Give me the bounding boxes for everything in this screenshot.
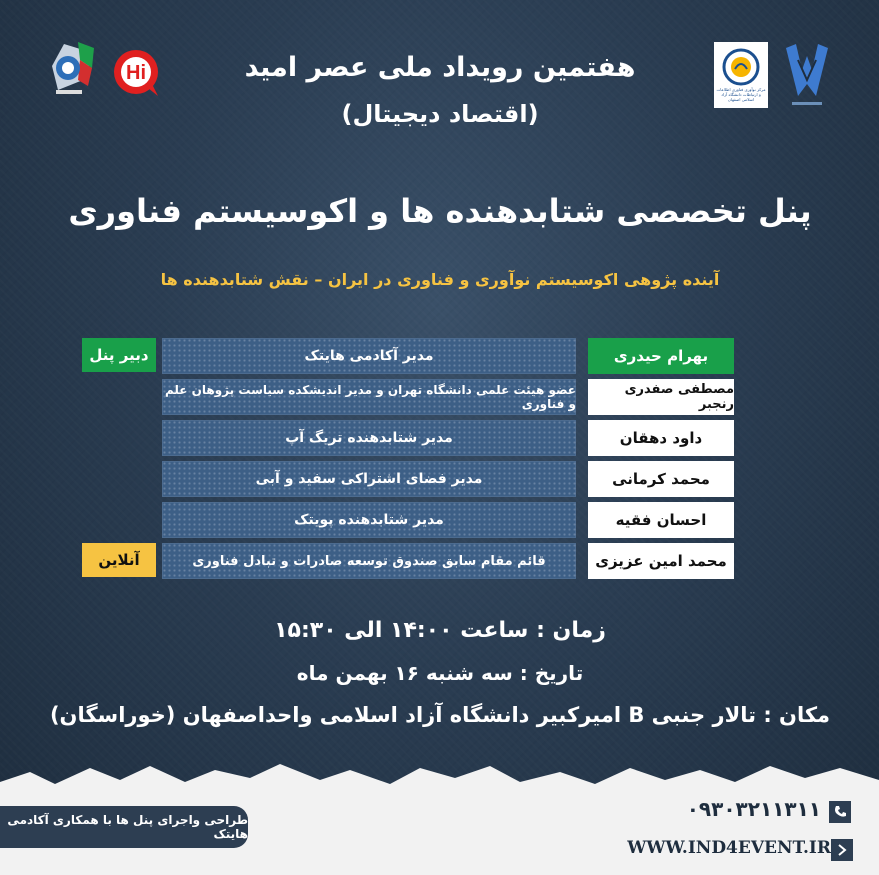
azad-university-logo (782, 40, 832, 110)
panel-title: پنل تخصصی شتابدهنده ها و اکوسیستم فناوری (68, 192, 812, 230)
event-subtitle: (اقتصاد دیجیتال) (341, 100, 539, 128)
footer-credit: طراحی واجرای پنل ها با همکاری آکادمی هایتک (0, 806, 248, 848)
asr-omid-logo (44, 38, 102, 100)
panelist-role: عضو هیئت علمی دانشگاه تهران و مدیر اندیشکده سیاست پژوهان علم و فناوری (162, 379, 576, 415)
panelist-name: مصطفی صفدری رنجبر (588, 379, 734, 415)
panelist-name: محمد کرمانی (588, 461, 734, 497)
contact-phone: ۰۹۳۰۳۲۱۱۳۱۱ (686, 797, 821, 821)
ict-logo-caption: مرکز نوآوری فناوری اطلاعات و ارتباطات دانشگاه آزاد اسلامی اصفهان (716, 87, 766, 102)
event-location: مکان : تالار جنبی B امیرکبیر دانشگاه آزاد اسلامی واحداصفهان (خوراسگان) (49, 703, 831, 727)
panelist-role: مدیر شتابدهنده پویتک (162, 502, 576, 538)
svg-text:Hi: Hi (126, 62, 146, 84)
event-time: زمان : ساعت ۱۴:۰۰ الی ۱۵:۳۰ (274, 618, 606, 643)
panel-subtitle: آینده پژوهی اکوسیستم نوآوری و فناوری در ایران – نقش شتابدهنده ها (160, 270, 720, 289)
online-badge: آنلاین (82, 543, 156, 577)
panelist-role: مدیر آکادمی هایتک (162, 338, 576, 374)
panelist-role: مدیر شتابدهنده تریگ آپ (162, 420, 576, 456)
panelist-name: داود دهقان (588, 420, 734, 456)
panelist-role: مدیر فضای اشتراکی سفید و آبی (162, 461, 576, 497)
ict-innovation-center-logo (714, 42, 768, 108)
website-url[interactable]: WWW.IND4EVENT.IR (627, 838, 831, 858)
panelist-name: بهرام حیدری (588, 338, 734, 374)
panelist-role: قائم مقام سابق صندوق توسعه صادرات و تبادل فناوری (162, 543, 576, 579)
panel-secretary-badge: دبیر پنل (82, 338, 156, 372)
event-title: هفتمین رویداد ملی عصر امید (244, 52, 636, 83)
arrow-icon (831, 839, 853, 861)
panelist-name: محمد امین عزیزی (588, 543, 734, 579)
phone-icon (829, 801, 851, 823)
panelist-name: احسان فقیه (588, 502, 734, 538)
event-date: تاریخ : سه شنبه ۱۶ بهمن ماه (296, 661, 584, 685)
hitech-academy-logo (112, 48, 162, 98)
